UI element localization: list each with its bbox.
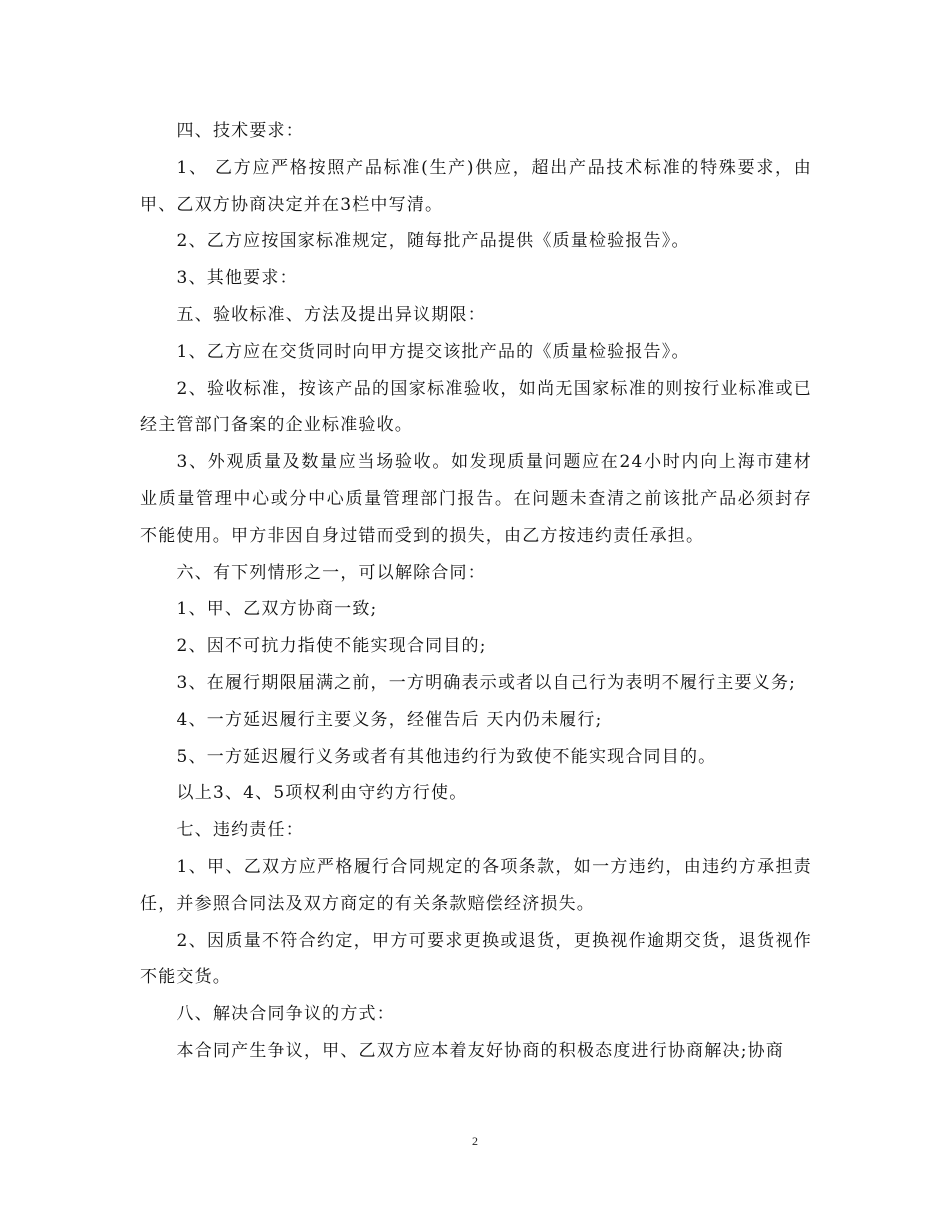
clause-paragraph: 3、在履行期限届满之前，一方明确表示或者以自己行为表明不履行主要义务;: [176, 672, 797, 693]
clause-paragraph: 本合同产生争议，甲、乙双方应本着友好协商的积极态度进行协商解决;协商: [176, 1040, 785, 1061]
section-heading-technical-requirements: 四、技术要求：: [176, 121, 304, 141]
clause-paragraph: 2、因质量不符合约定，甲方可要求更换或退货，更换视作逾期交货，退货视作不能交货。: [140, 930, 812, 988]
section-heading-termination: 六、有下列情形之一，可以解除合同：: [176, 562, 486, 583]
clause-paragraph: 2、因不可抗力指使不能实现合同目的;: [176, 636, 487, 657]
clause-paragraph: 2、验收标准，按该产品的国家标准验收，如尚无国家标准的则按行业标准或已经主管部门备案的企业标准验收。: [140, 378, 812, 436]
clause-paragraph: 1、甲、乙双方协商一致;: [176, 599, 378, 620]
clause-paragraph: 1、甲、乙双方应严格履行合同规定的各项条款，如一方违约，由违约方承担责任，并参照合同法及双方商定的有关条款赔偿经济损失。: [140, 856, 812, 914]
clause-paragraph: 3、其他要求：: [176, 268, 298, 289]
clause-paragraph: 1、 乙方应严格按照产品标准(生产)供应，超出产品技术标准的特殊要求，由甲、乙双方协商决定并在3栏中写清。: [140, 157, 812, 215]
document-body: [140, 113, 812, 1070]
clause-paragraph: 5、一方延迟履行义务或者有其他违约行为致使不能实现合同目的。: [176, 746, 717, 767]
clause-paragraph: 4、一方延迟履行主要义务，经催告后 天内仍未履行;: [176, 709, 603, 730]
clause-paragraph: 1、乙方应在交货同时向甲方提交该批产品的《质量检验报告》。: [176, 341, 690, 362]
clause-paragraph: 2、乙方应按国家标准规定，随每批产品提供《质量检验报告》。: [176, 231, 690, 252]
section-heading-liability: 七、违约责任：: [176, 820, 304, 841]
page-number: 2: [472, 1134, 478, 1148]
clause-paragraph: 以上3、4、5项权利由守约方行使。: [176, 783, 468, 804]
clause-paragraph: 3、外观质量及数量应当场验收。如发现质量问题应在24小时内向上海市建材业质量管理中心或分中心质量管理部门报告。在问题未查清之前该批产品必须封存不能使用。甲方非因自身过错而受到的损失，由乙方按违约责任承担。: [140, 452, 812, 546]
section-heading-dispute: 八、解决合同争议的方式：: [176, 1004, 395, 1025]
section-heading-acceptance: 五、验收标准、方法及提出异议期限：: [176, 304, 486, 325]
